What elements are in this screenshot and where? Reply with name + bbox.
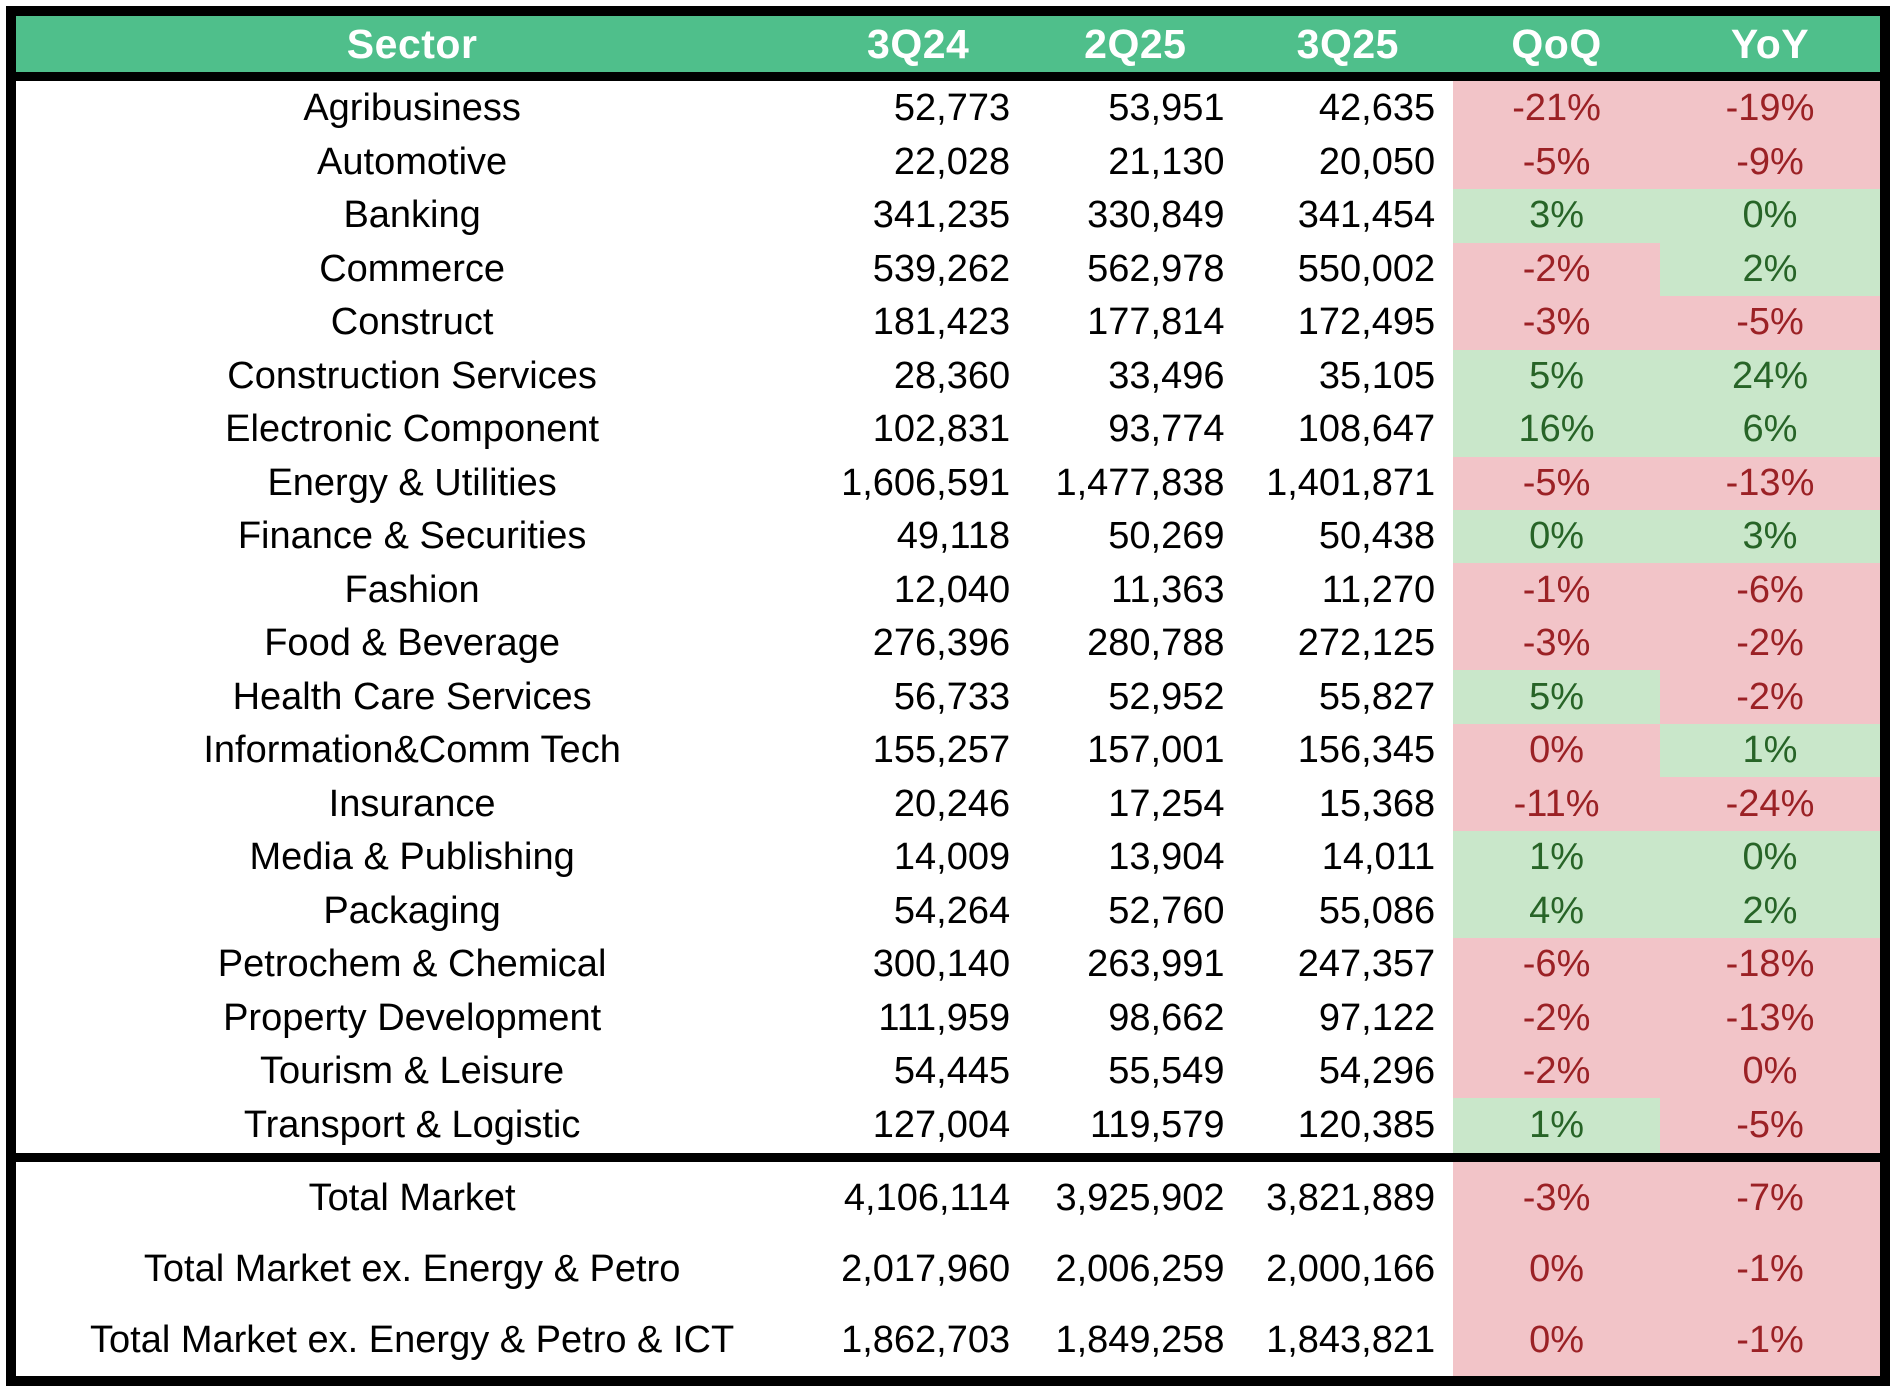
qoq-change-cell: -11% <box>1453 777 1660 830</box>
value-2q25: 280,788 <box>1087 622 1225 665</box>
value-3q25: 172,495 <box>1297 301 1436 344</box>
value-3q24: 14,009 <box>893 836 1011 879</box>
value-3q24: 341,235 <box>872 194 1011 237</box>
value-2q25: 1,477,838 <box>1055 461 1225 504</box>
value-3q25: 20,050 <box>1318 140 1436 183</box>
qoq-change-cell: -1% <box>1453 563 1660 616</box>
qoq-change-cell: -3% <box>1453 296 1660 349</box>
value-2q25: 55,549 <box>1108 1050 1225 1093</box>
sector-row <box>16 243 1880 296</box>
sector-label: Property Development <box>223 996 602 1039</box>
qoq-change-cell: -3% <box>1453 1158 1660 1235</box>
value-3q24: 1,862,703 <box>841 1319 1011 1362</box>
value-3q24: 49,118 <box>896 515 1011 558</box>
sector-row <box>16 1045 1880 1098</box>
sector-label: Construction Services <box>227 354 597 397</box>
sector-row <box>16 991 1880 1044</box>
header-row <box>16 16 1880 77</box>
yoy-change-cell: -2% <box>1660 617 1880 670</box>
sector-label: Banking <box>343 194 481 237</box>
qoq-change-cell: -5% <box>1453 457 1660 510</box>
sector-row <box>16 777 1880 830</box>
sector-label: Energy & Utilities <box>267 461 557 504</box>
qoq-change-cell: 0% <box>1453 1305 1660 1376</box>
yoy-change-cell: -18% <box>1660 938 1880 991</box>
qoq-change-cell: -2% <box>1453 991 1660 1044</box>
sector-label: Packaging <box>323 889 501 932</box>
qoq-change-cell: 0% <box>1453 510 1660 563</box>
yoy-change-cell: -6% <box>1660 563 1880 616</box>
value-3q25: 55,827 <box>1318 675 1436 718</box>
sector-row <box>16 136 1880 189</box>
sector-label: Fashion <box>344 568 480 611</box>
sector-label: Transport & Logistic <box>243 1104 581 1147</box>
sector-row <box>16 510 1880 563</box>
yoy-change-cell: -19% <box>1660 77 1880 136</box>
value-3q24: 155,257 <box>872 729 1011 772</box>
sector-label: Agribusiness <box>303 86 521 129</box>
value-2q25: 98,662 <box>1108 996 1225 1039</box>
value-3q24: 28,360 <box>893 354 1011 397</box>
yoy-change-cell: 0% <box>1660 189 1880 242</box>
value-3q24: 127,004 <box>872 1104 1011 1147</box>
sector-row <box>16 350 1880 403</box>
yoy-change-cell: 2% <box>1660 243 1880 296</box>
yoy-change-cell: -1% <box>1660 1234 1880 1305</box>
value-3q24: 1,606,591 <box>841 461 1011 504</box>
header-3q24: 3Q24 <box>808 16 1028 77</box>
sector-row <box>16 77 1880 136</box>
qoq-change-cell: -2% <box>1453 243 1660 296</box>
value-3q25: 50,438 <box>1318 515 1436 558</box>
value-3q25: 247,357 <box>1297 943 1436 986</box>
header-2q25: 2Q25 <box>1028 16 1242 77</box>
sector-row <box>16 724 1880 777</box>
sector-label: Construct <box>330 301 494 344</box>
value-3q25: 15,368 <box>1318 782 1436 825</box>
value-3q24: 102,831 <box>872 408 1011 451</box>
value-3q25: 55,086 <box>1318 889 1436 932</box>
sector-label: Insurance <box>328 782 496 825</box>
yoy-change-cell: -13% <box>1660 991 1880 1044</box>
value-2q25: 21,130 <box>1108 140 1225 183</box>
sector-label: Electronic Component <box>225 408 600 451</box>
table-header <box>16 16 1880 77</box>
header-yoy: YoY <box>1660 16 1880 77</box>
yoy-change-cell: -7% <box>1660 1158 1880 1235</box>
value-3q24: 539,262 <box>872 247 1011 290</box>
sector-label: Media & Publishing <box>249 836 575 879</box>
yoy-change-cell: 0% <box>1660 831 1880 884</box>
yoy-change-cell: -9% <box>1660 136 1880 189</box>
total-row <box>16 1234 1880 1305</box>
sector-label: Commerce <box>319 247 505 290</box>
qoq-change-cell: 0% <box>1453 1234 1660 1305</box>
value-2q25: 177,814 <box>1087 301 1225 344</box>
total-rows-body <box>16 1158 1880 1376</box>
sector-row <box>16 296 1880 349</box>
value-3q24: 276,396 <box>872 622 1011 665</box>
sector-label: Petrochem & Chemical <box>217 943 607 986</box>
sector-row <box>16 457 1880 510</box>
sector-label: Tourism & Leisure <box>260 1050 565 1093</box>
qoq-change-cell: 5% <box>1453 670 1660 723</box>
value-3q25: 2,000,166 <box>1266 1248 1436 1291</box>
value-3q25: 1,843,821 <box>1266 1319 1436 1362</box>
value-2q25: 13,904 <box>1108 836 1225 879</box>
value-3q25: 54,296 <box>1318 1050 1436 1093</box>
total-row <box>16 1305 1880 1376</box>
sector-label: Information&Comm Tech <box>203 729 621 772</box>
sector-label: Health Care Services <box>232 675 592 718</box>
value-2q25: 17,254 <box>1108 782 1225 825</box>
sector-row <box>16 1098 1880 1157</box>
qoq-change-cell: -6% <box>1453 938 1660 991</box>
value-3q24: 54,264 <box>893 889 1011 932</box>
value-2q25: 53,951 <box>1108 86 1225 129</box>
qoq-change-cell: 0% <box>1453 724 1660 777</box>
sector-row <box>16 938 1880 991</box>
yoy-change-cell: 24% <box>1660 350 1880 403</box>
value-3q25: 156,345 <box>1297 729 1436 772</box>
header-sector: Sector <box>16 16 808 77</box>
yoy-change-cell: -24% <box>1660 777 1880 830</box>
value-2q25: 11,363 <box>1111 568 1225 611</box>
sector-row <box>16 189 1880 242</box>
yoy-change-cell: -2% <box>1660 670 1880 723</box>
qoq-change-cell: -2% <box>1453 1045 1660 1098</box>
value-2q25: 52,760 <box>1108 889 1225 932</box>
value-3q25: 341,454 <box>1297 194 1436 237</box>
sector-row <box>16 670 1880 723</box>
value-3q25: 1,401,871 <box>1266 461 1436 504</box>
sector-label: Automotive <box>317 140 508 183</box>
sector-label: Total Market ex. Energy & Petro <box>143 1248 681 1291</box>
sector-row <box>16 884 1880 937</box>
value-3q24: 4,106,114 <box>808 1158 1028 1235</box>
value-2q25: 93,774 <box>1108 408 1225 451</box>
sector-label: Food & Beverage <box>264 622 560 665</box>
sector-quarterly-table <box>16 16 1880 1376</box>
yoy-change-cell: -1% <box>1660 1305 1880 1376</box>
value-3q25: 3,821,889 <box>1243 1158 1454 1235</box>
value-3q25: 120,385 <box>1297 1104 1436 1147</box>
value-3q25: 14,011 <box>1321 836 1436 879</box>
value-3q25: 11,270 <box>1321 568 1436 611</box>
yoy-change-cell: 0% <box>1660 1045 1880 1098</box>
sector-row <box>16 563 1880 616</box>
qoq-change-cell: -5% <box>1453 136 1660 189</box>
value-3q24: 2,017,960 <box>841 1248 1011 1291</box>
yoy-change-cell: -5% <box>1660 296 1880 349</box>
value-3q24: 54,445 <box>893 1050 1011 1093</box>
value-3q25: 272,125 <box>1297 622 1436 665</box>
sector-row <box>16 831 1880 884</box>
qoq-change-cell: -3% <box>1453 617 1660 670</box>
header-3q25: 3Q25 <box>1243 16 1454 77</box>
value-2q25: 157,001 <box>1087 729 1225 772</box>
value-3q24: 56,733 <box>893 675 1011 718</box>
value-3q25: 550,002 <box>1297 247 1436 290</box>
qoq-change-cell: 4% <box>1453 884 1660 937</box>
yoy-change-cell: 1% <box>1660 724 1880 777</box>
qoq-change-cell: 3% <box>1453 189 1660 242</box>
value-3q24: 22,028 <box>893 140 1011 183</box>
value-3q24: 12,040 <box>893 568 1011 611</box>
qoq-change-cell: 5% <box>1453 350 1660 403</box>
qoq-change-cell: 1% <box>1453 831 1660 884</box>
sector-table-frame <box>6 6 1890 1386</box>
yoy-change-cell: 2% <box>1660 884 1880 937</box>
value-2q25: 1,849,258 <box>1055 1319 1225 1362</box>
sector-label: Total Market ex. Energy & Petro & ICT <box>90 1319 735 1362</box>
value-3q25: 42,635 <box>1318 86 1436 129</box>
yoy-change-cell: -5% <box>1660 1098 1880 1157</box>
sector-rows-body <box>16 77 1880 1158</box>
value-3q25: 35,105 <box>1318 354 1436 397</box>
yoy-change-cell: 6% <box>1660 403 1880 456</box>
value-3q24: 111,959 <box>878 996 1011 1039</box>
yoy-change-cell: 3% <box>1660 510 1880 563</box>
value-2q25: 3,925,902 <box>1028 1158 1242 1235</box>
value-2q25: 119,579 <box>1089 1104 1225 1147</box>
sector-label: Finance & Securities <box>237 515 587 558</box>
value-3q24: 300,140 <box>872 943 1011 986</box>
yoy-change-cell: -13% <box>1660 457 1880 510</box>
value-3q25: 97,122 <box>1318 996 1436 1039</box>
sector-row <box>16 403 1880 456</box>
value-2q25: 562,978 <box>1087 247 1225 290</box>
value-2q25: 52,952 <box>1108 675 1225 718</box>
sector-label: Total Market <box>16 1158 808 1235</box>
value-2q25: 50,269 <box>1108 515 1225 558</box>
header-qoq: QoQ <box>1453 16 1660 77</box>
value-3q24: 181,423 <box>872 301 1011 344</box>
total-row <box>16 1158 1880 1235</box>
sector-row <box>16 617 1880 670</box>
qoq-change-cell: -21% <box>1453 77 1660 136</box>
value-2q25: 2,006,259 <box>1055 1248 1225 1291</box>
qoq-change-cell: 16% <box>1453 403 1660 456</box>
value-2q25: 330,849 <box>1087 194 1225 237</box>
value-3q24: 52,773 <box>893 86 1011 129</box>
value-2q25: 263,991 <box>1087 943 1225 986</box>
value-2q25: 33,496 <box>1108 354 1225 397</box>
qoq-change-cell: 1% <box>1453 1098 1660 1157</box>
value-3q24: 20,246 <box>893 782 1011 825</box>
value-3q25: 108,647 <box>1297 408 1436 451</box>
